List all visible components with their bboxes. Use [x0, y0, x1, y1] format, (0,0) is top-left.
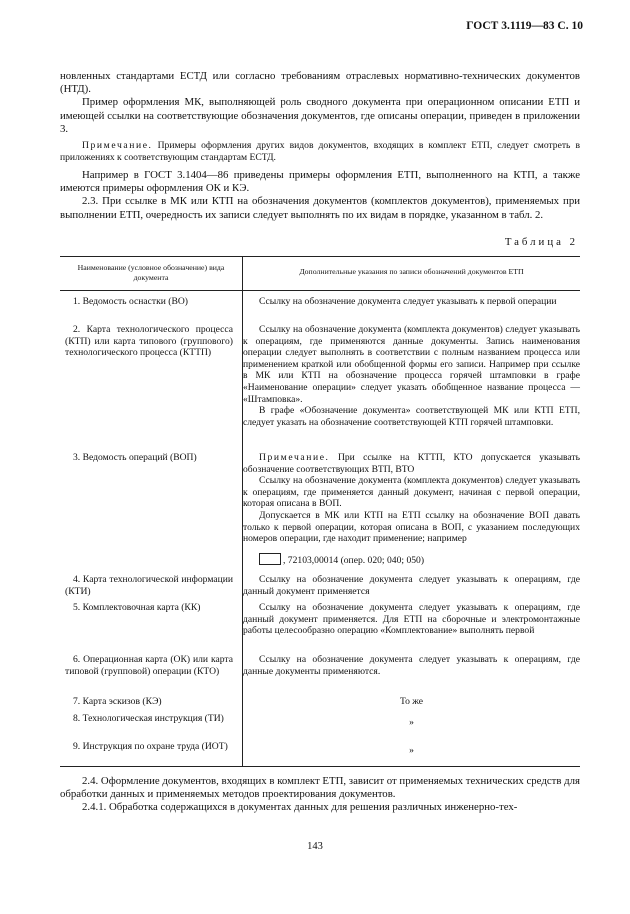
- row-text: Ссылку на обозначение документа (комплекта документов) следует указывать к операциям, где применяются данные документы. Запись наименования операции следует выполнять в соответствии с полным названием процесса или применением краткой или обобщенной формы его записи. Например при ссылке в МК или КТП на обозначение процесса горячей штамповки в графе «Наименование операции» следует указать обобщенное название процесса — «Штамповка».: [243, 324, 580, 405]
- row-text: То же: [399, 696, 424, 707]
- page-number: 143: [307, 841, 323, 852]
- row-name: 4. Карта технологической информации (КТИ): [65, 574, 233, 597]
- note-text: Примеры оформления других видов документов, входящих в комплект ЕТП, следует смотреть в приложениях к соответствующим стандартам ЕСТД.: [60, 140, 580, 164]
- note-text: При ссылке на КТТП, КТО допускается указывать обозначение соответствующих ВТП, ВТО: [243, 452, 580, 475]
- col2-header: Дополнительные указания по записи обозначений документов ЕТП: [299, 267, 524, 276]
- row-text: В графе «Обозначение документа» соответствующей МК или КТП ЕТП, следует указать на обозначение соответствующей КТП горячей штамповки.: [243, 405, 580, 428]
- row-text: Ссылку на обозначение документа следует указывать к операциям, где данный документ применяется: [243, 574, 580, 597]
- row-text: Ссылку на обозначение документа следует указывать к операциям, где данные документы применяются.: [243, 654, 580, 677]
- intro-paragraph: Пример оформления МК, выполняющей роль сводного документа при операционном описании ЕТП и имеющей ссылки на соответствующие обозначения документов, где описаны операции, приведен в приложении 3.: [60, 96, 580, 135]
- outro-text: [60, 775, 580, 815]
- row-text: Ссылку на обозначение документа следует указывать к операциям, где данный документ применяется. Для ЕТП на сборочные и электромонтажные работы целесообразно операцию «Комплектование» выполнять первой: [243, 602, 580, 637]
- row-name: 2. Карта технологического процесса (КТП) или карта типового (группового) технологического процесса (КТТП): [65, 324, 233, 359]
- row-example: [243, 553, 580, 567]
- table-caption: Таблица 2: [504, 236, 578, 248]
- row-name: 6. Операционная карта (ОК) или карта типовой (групповой) операции (КТО): [65, 654, 233, 677]
- row-name: 3. Ведомость операций (ВОП): [73, 452, 197, 463]
- row-name: 5. Комплектовочная карта (КК): [73, 602, 201, 613]
- intro-text: [60, 70, 580, 222]
- row-text: »: [409, 717, 414, 728]
- row-text: Допускается в МК или КТП на ЕТП ссылку на обозначение ВОП давать только к первой операции, которая описана в ВОП, с указанием последующих номеров операции, где находит применение; например: [243, 509, 580, 545]
- row-name: 8. Технологическая инструкция (ТИ): [73, 713, 224, 724]
- table-rule: [60, 766, 580, 767]
- row-text: Ссылку на обозначение документа следует указывать к первой операции: [259, 296, 557, 307]
- table-divider: [242, 290, 243, 766]
- page-header: ГОСТ 3.1119—83 С. 10: [466, 20, 583, 32]
- blank-box: [259, 553, 281, 565]
- row-text: Ссылку на обозначение документа (комплекта документов) следует указывать к операциям, где применяется данный документ, начиная с первой операции, которая описана в ВОП.: [243, 475, 580, 510]
- row-note: [243, 452, 580, 475]
- intro-paragraph: новленных стандартами ЕСТД или согласно требованиям отраслевых нормативно-технических документов (НТД).: [60, 70, 580, 96]
- outro-paragraph: 2.4.1. Обработка содержащихся в документах данных для решения различных инженерно-тех-: [82, 801, 518, 814]
- intro-paragraph: 2.3. При ссылке в МК или КТП на обозначения документов (комплектов документов), применяемых при выполнении ЕТП, очередность их записи следует выполнять по их видам в порядке, указанном в табл. 2.: [60, 195, 580, 221]
- note-label: Примечание.: [259, 452, 330, 463]
- note-label: Примечание.: [82, 140, 153, 152]
- note: [60, 140, 580, 164]
- row-name: 1. Ведомость оснастки (ВО): [73, 296, 188, 307]
- intro-paragraph: Например в ГОСТ 3.1404—86 приведены примеры оформления ЕТП, выполненного на КТП, а также имеются примеры оформления ОК и КЭ.: [60, 169, 580, 195]
- row-name: 7. Карта эскизов (КЭ): [73, 696, 162, 707]
- col1-header: Наименование (условное обозначение) вида документа: [77, 263, 225, 282]
- table-rule: [60, 256, 580, 257]
- outro-paragraph: 2.4. Оформление документов, входящих в комплект ЕТП, зависит от применяемых технических средств для обработки данных и применяемых методов проектирования документов.: [60, 775, 580, 801]
- row-text: »: [409, 745, 414, 756]
- row-name: 9. Инструкция по охране труда (ИОТ): [73, 741, 228, 752]
- table-rule: [60, 290, 580, 291]
- example-text: , 72103,00014 (опер. 020; 040; 050): [283, 554, 425, 566]
